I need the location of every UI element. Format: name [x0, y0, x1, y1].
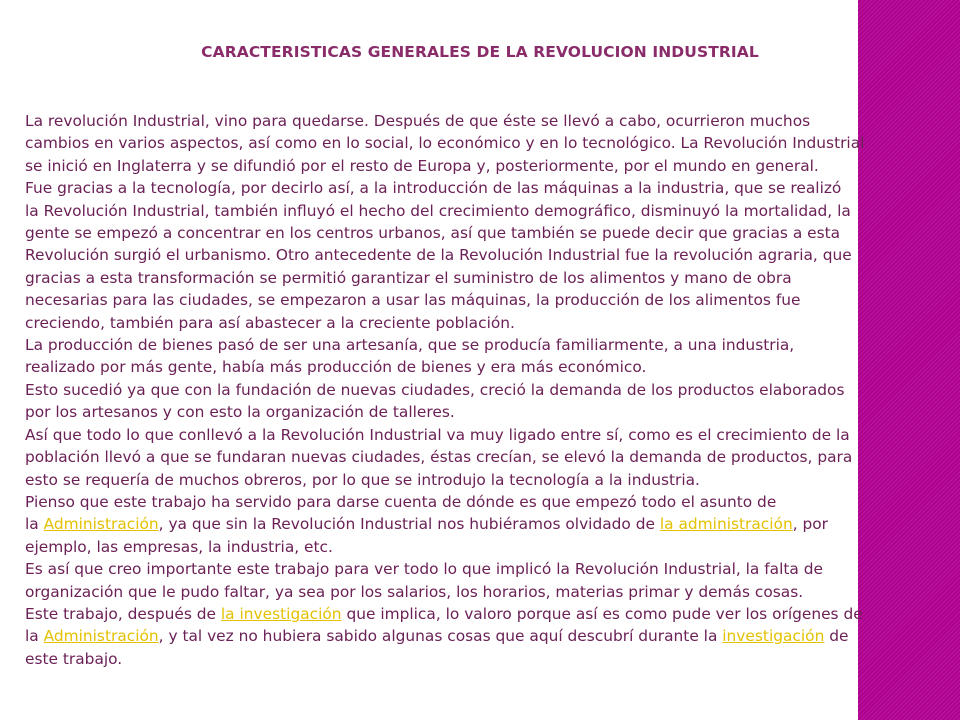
- text-line: necesarias para las ciudades, se empezaron a usar las máquinas, la producción de los alimentos fue: [25, 291, 801, 310]
- link-administracion-2[interactable]: Administración: [43, 627, 159, 646]
- text-line-with-links: [25, 625, 945, 647]
- text-line: Así que todo lo que conllevó a la Revolución Industrial va muy ligado entre sí, como es el crecimiento de la: [25, 425, 850, 444]
- link-la-investigacion[interactable]: la investigación: [220, 604, 342, 623]
- text-line: Pienso que este trabajo ha servido para darse cuenta de dónde es que empezó todo el asunto de: [25, 492, 777, 511]
- text-segment: Este trabajo, después de: [25, 604, 221, 623]
- text-line: La producción de bienes pasó de ser una artesanía, que se producía familiarmente, a una industria,: [25, 336, 795, 355]
- page-title: CARACTERISTICAS GENERALES DE LA REVOLUCION INDUSTRIAL: [201, 43, 759, 61]
- text-line-with-links: [25, 603, 945, 625]
- text-line: Es así que creo importante este trabajo para ver todo lo que implicó la Revolución Industrial, la falta de: [25, 560, 823, 579]
- text-line: población llevó a que se fundaran nuevas ciudades, éstas crecían, se elevó la demanda de productos, para: [25, 448, 853, 467]
- text-segment: que implica, lo valoro porque así es como pude ver los orígenes de: [341, 604, 863, 623]
- text-segment: de: [824, 627, 849, 646]
- text-line: realizado por más gente, había más producción de bienes y era más económico.: [25, 358, 647, 377]
- text-line: se inició en Inglaterra y se difundió por el resto de Europa y, posteriormente, por el mundo en general.: [25, 156, 819, 175]
- text-segment: , ya que sin la Revolución Industrial nos hubiéramos olvidado de: [158, 515, 660, 534]
- text-line: cambios en varios aspectos, así como en lo social, lo económico y en lo tecnológico. La Revolución Industrial: [25, 134, 865, 153]
- text-line: organización que le pudo faltar, ya sea por los salarios, los horarios, materias primar y demás cosas.: [25, 582, 804, 601]
- text-segment: la: [25, 515, 44, 534]
- text-line: La revolución Industrial, vino para quedarse. Después de que éste se llevó a cabo, ocurrieron muchos: [25, 112, 811, 130]
- link-la-administracion[interactable]: la administración: [659, 515, 793, 534]
- text-line: esto se requería de muchos obreros, por lo que se introdujo la tecnología a la industria.: [25, 470, 700, 489]
- text-line: gracias a esta transformación se permitió garantizar el suministro de los alimentos y mano de obra: [25, 268, 792, 287]
- text-segment: , y tal vez no hubiera sabido algunas cosas que aquí descubrí durante la: [158, 627, 723, 646]
- text-line: este trabajo.: [25, 649, 123, 668]
- text-line: Fue gracias a la tecnología, por decirlo así, a la introducción de las máquinas a la industria, que se realizó: [25, 179, 842, 198]
- text-line: ejemplo, las empresas, la industria, etc.: [25, 537, 333, 556]
- link-administracion[interactable]: Administración: [43, 515, 159, 534]
- text-line: la Revolución Industrial, también influyó el hecho del crecimiento demográfico, disminuyó la mortalidad, la: [25, 201, 851, 220]
- text-segment: , por: [792, 515, 829, 534]
- text-line: gente se empezó a concentrar en los centros urbanos, así que también se puede decir que gracias a esta: [25, 224, 841, 243]
- text-line: creciendo, también para así abastecer a la creciente población.: [25, 313, 515, 332]
- text-line: Esto sucedió ya que con la fundación de nuevas ciudades, creció la demanda de los productos elaborados: [25, 380, 845, 399]
- text-line: por los artesanos y con esto la organización de talleres.: [25, 403, 455, 422]
- link-investigacion[interactable]: investigación: [722, 627, 825, 646]
- text-line: Revolución surgió el urbanismo. Otro antecedente de la Revolución Industrial fue la revolución agraria, que: [25, 246, 852, 265]
- text-segment: la: [25, 627, 44, 646]
- text-line-with-links: [25, 513, 945, 535]
- body-text: [25, 110, 945, 670]
